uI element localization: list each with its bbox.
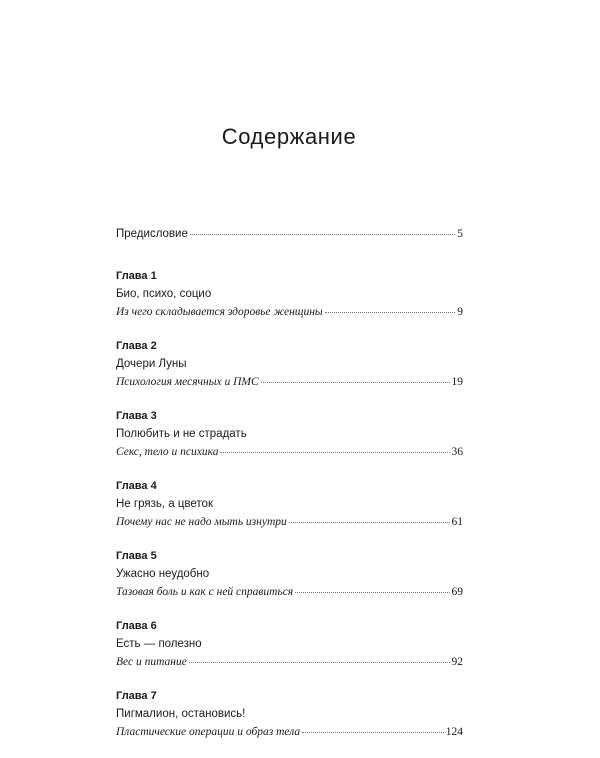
preface-label: Предисловие [116, 228, 188, 240]
chapter-subtitle: Тазовая боль и как с ней справиться [116, 586, 294, 598]
preface-page-number: 5 [457, 228, 463, 240]
chapter-label: Глава 6 [116, 620, 157, 632]
dot-leader [189, 662, 450, 663]
chapter-label: Глава 1 [116, 270, 157, 282]
chapter-label: Глава 5 [116, 550, 157, 562]
chapter-subtitle: Пластические операции и образ тела [116, 726, 301, 738]
toc-entry-chapter-4 [116, 478, 463, 530]
chapter-page-number: 69 [451, 586, 463, 598]
toc-entry-preface [116, 226, 463, 242]
chapter-name: Есть — полезно [116, 638, 202, 650]
chapter-subtitle-row [116, 654, 463, 670]
chapter-page-number: 9 [457, 306, 463, 318]
toc-entry-chapter-3 [116, 408, 463, 460]
chapter-subtitle-row [116, 374, 463, 390]
chapter-name: Пигмалион, остановись! [116, 708, 246, 720]
table-of-contents [116, 226, 463, 758]
chapter-page-number: 124 [445, 726, 463, 738]
chapter-name: Не грязь, а цветок [116, 498, 213, 510]
page-title: Содержание [221, 124, 357, 149]
toc-entry-chapter-1 [116, 268, 463, 320]
chapter-label: Глава 3 [116, 410, 157, 422]
chapter-subtitle: Вес и питание [116, 656, 187, 668]
chapter-name: Био, психо, социо [116, 288, 212, 300]
dot-leader [289, 522, 450, 523]
toc-entry-chapter-6 [116, 618, 463, 670]
chapter-page-number: 61 [451, 516, 463, 528]
chapter-subtitle: Психология месячных и ПМС [116, 376, 259, 388]
chapter-subtitle-row [116, 584, 463, 600]
chapter-name: Ужасно неудобно [116, 568, 210, 580]
chapter-page-number: 36 [451, 446, 463, 458]
chapter-name: Полюбить и не страдать [116, 428, 247, 440]
toc-entry-chapter-2 [116, 338, 463, 390]
chapter-subtitle-row [116, 304, 463, 320]
chapter-page-number: 92 [451, 656, 463, 668]
dot-leader [302, 732, 444, 733]
chapter-subtitle-row [116, 724, 463, 740]
toc-entry-chapter-5 [116, 548, 463, 600]
toc-entry-chapter-7 [116, 688, 463, 740]
chapter-subtitle: Из чего складывается здоровье женщины [116, 306, 323, 318]
chapter-subtitle-row [116, 444, 463, 460]
chapter-label: Глава 2 [116, 340, 157, 352]
chapter-label: Глава 4 [116, 480, 157, 492]
chapter-subtitle-row [116, 514, 463, 530]
dot-leader [295, 592, 449, 593]
chapter-list [116, 268, 463, 740]
chapter-name: Дочери Луны [116, 358, 187, 370]
dot-leader [220, 452, 449, 453]
dot-leader [261, 382, 450, 383]
chapter-subtitle: Секс, тело и психика [116, 446, 219, 458]
chapter-page-number: 19 [451, 376, 463, 388]
chapter-subtitle: Почему нас не надо мыть изнутри [116, 516, 287, 528]
dot-leader [325, 312, 456, 313]
chapter-label: Глава 7 [116, 690, 157, 702]
dot-leader [190, 234, 455, 235]
